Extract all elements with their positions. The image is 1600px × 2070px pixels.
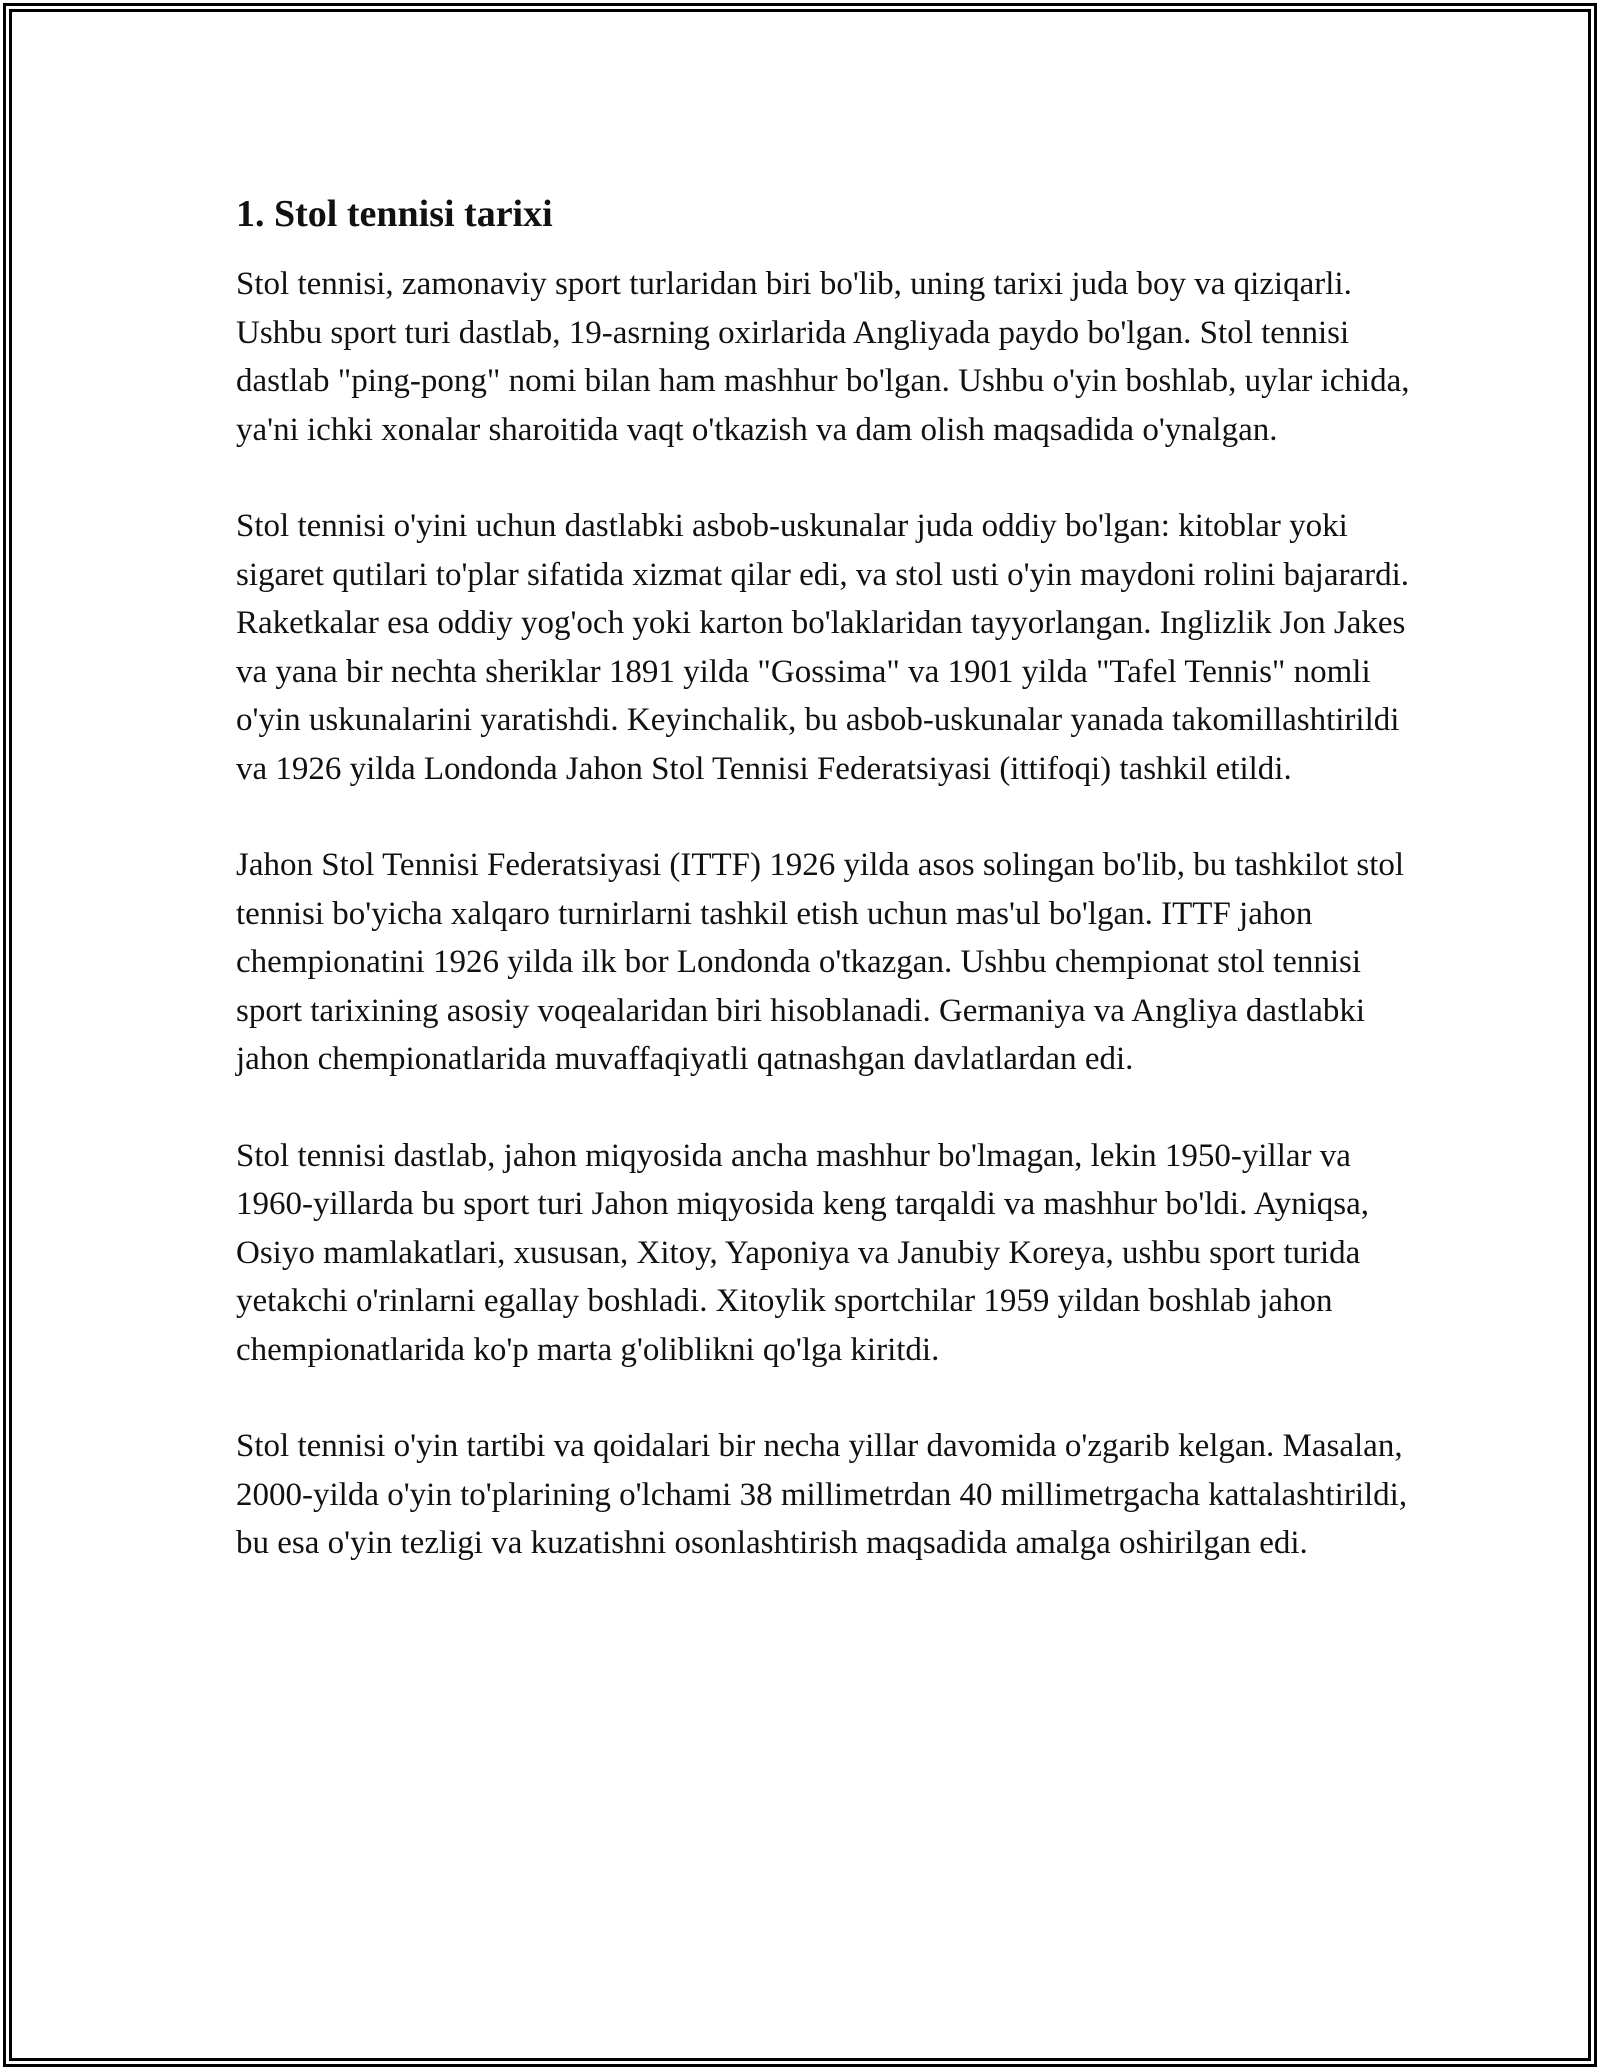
paragraph-4: Stol tennisi dastlab, jahon miqyosida ancha mashhur bo'lmagan, lekin 1950-yillar va 1960-yillarda bu sport turi Jahon miqyosida keng tarqaldi va mashhur bo'ldi. Ayniqsa, Osiyo mamlakatlari, xususan, Xitoy, Yaponiya va Janubiy Koreya, ushbu sport turida yetakchi o'rinlarni egallay boshladi. Xitoylik sportchilar 1959 yildan boshlab jahon chempionatlarida ko'p marta g'oliblikni qo'lga kiritdi. — [236, 1137, 1369, 1368]
paragraph-3: Jahon Stol Tennisi Federatsiyasi (ITTF) 1926 yilda asos solingan bo'lib, bu tashkilot stol tennisi bo'yicha xalqaro turnirlarni tashkil etish uchun mas'ul bo'lgan. ITTF jahon chempionatini 1926 yilda ilk bor Londonda o'tkazgan. Ushbu chempionat stol tennisi sport tarixining asosiy voqealaridan biri hisoblanadi. Germaniya va Angliya dastlabki jahon chempionatlarida muvaffaqiyatli qatnashgan davlatlardan edi. — [236, 847, 1405, 1077]
paragraph-5: Stol tennisi o'yin tartibi va qoidalari bir necha yillar davomida o'zgarib kelgan. Masalan, 2000-yilda o'yin to'plarining o'lchami 38 millimetrdan 40 millimetrgacha kattalashtirildi, bu esa o'yin tezligi va kuzatishni osonlashtirish maqsadida amalga oshirilgan edi. — [236, 1428, 1408, 1561]
paragraph-1: Stol tennisi, zamonaviy sport turlaridan biri bo'lib, uning tarixi juda boy va qiziqarli. Ushbu sport turi dastlab, 19-asrning oxirlarida Angliyada paydo bo'lgan. Stol tennisi dastlab "ping-pong" nomi bilan ham mashhur bo'lgan. Ushbu o'yin boshlab, uylar ichida, ya'ni ichki xonalar sharoitida vaqt o'tkazish va dam olish maqsadida o'ynalgan. — [236, 266, 1410, 448]
document-body — [236, 186, 1416, 1616]
document-heading: 1. Stol tennisi tarixi — [236, 193, 553, 235]
paragraph-2: Stol tennisi o'yini uchun dastlabki asbob-uskunalar juda oddiy bo'lgan: kitoblar yoki sigaret qutilari to'plar sifatida xizmat qilar edi, va stol usti o'yin maydoni rolini bajarardi. Raketkalar esa oddiy yog'och yoki karton bo'laklaridan tayyorlangan. Inglizlik Jon Jakes va yana bir nechta sheriklar 1891 yilda "Gossima" va 1901 yilda "Tafel Tennis" nomli o'yin uskunalarini yaratishdi. Keyinchalik, bu asbob-uskunalar yanada takomillashtirildi va 1926 yilda Londonda Jahon Stol Tennisi Federatsiyasi (ittifoqi) tashkil etildi. — [236, 508, 1410, 787]
